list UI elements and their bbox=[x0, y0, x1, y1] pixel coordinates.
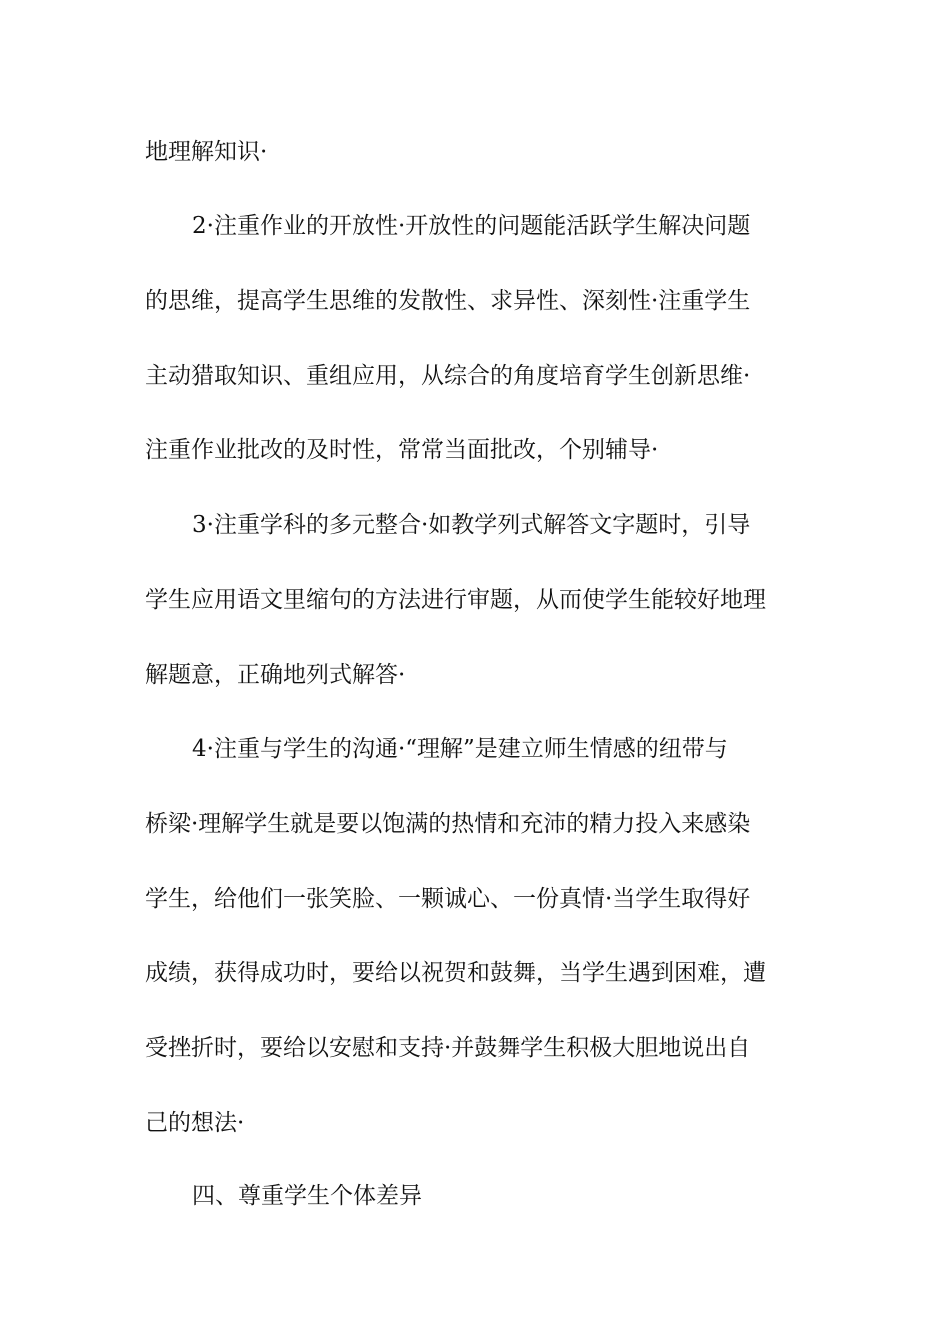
text-line: 己的想法· bbox=[145, 1110, 245, 1136]
text-line: 桥梁·理解学生就是要以饱满的热情和充沛的精力投入来感染 bbox=[145, 811, 751, 837]
text-line: 4·注重与学生的沟通·“理解”是建立师生情感的纽带与 bbox=[192, 736, 728, 762]
text-line: 学生应用语文里缩句的方法进行审题，从而使学生能较好地理 bbox=[145, 587, 766, 613]
text-line: 解题意，正确地列式解答· bbox=[145, 662, 406, 688]
text-line: 的思维，提高学生思维的发散性、求异性、深刻性·注重学生 bbox=[145, 288, 751, 314]
text-line: 3·注重学科的多元整合·如教学列式解答文字题时，引导 bbox=[192, 512, 751, 538]
text-line: 成绩，获得成功时，要给以祝贺和鼓舞，当学生遇到困难，遭 bbox=[145, 960, 766, 986]
section-heading: 四、尊重学生个体差异 bbox=[192, 1183, 422, 1209]
text-line: 主动猎取知识、重组应用，从综合的角度培育学生创新思维· bbox=[145, 363, 751, 389]
text-line: 受挫折时，要给以安慰和支持·并鼓舞学生积极大胆地说出自 bbox=[145, 1035, 751, 1061]
text-line: 2·注重作业的开放性·开放性的问题能活跃学生解决问题 bbox=[192, 213, 751, 239]
text-line: 地理解知识· bbox=[145, 139, 268, 165]
text-line: 学生，给他们一张笑脸、一颗诚心、一份真情·当学生取得好 bbox=[145, 886, 751, 912]
text-line: 注重作业批改的及时性，常常当面批改，个别辅导· bbox=[145, 437, 659, 463]
